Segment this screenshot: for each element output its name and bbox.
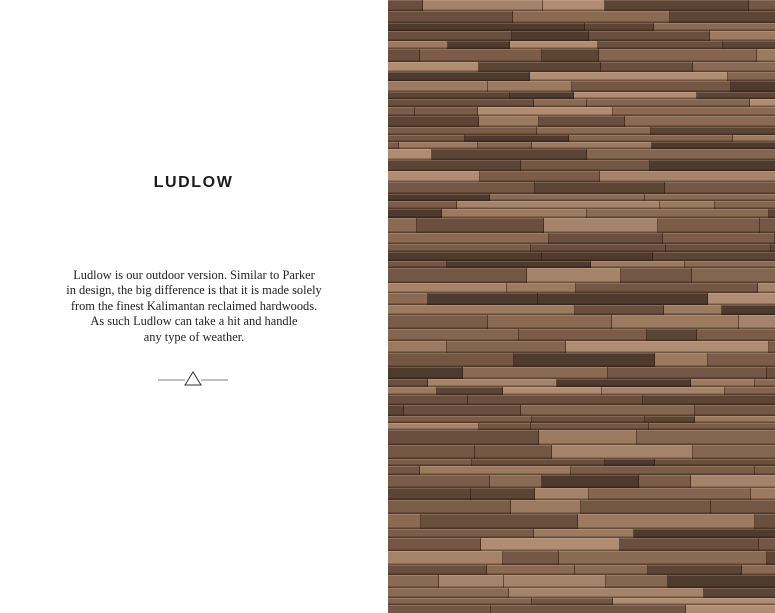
product-description — [58, 268, 330, 345]
description-line: As such Ludlow can take a hit and handle — [90, 314, 298, 329]
product-title: LUDLOW — [153, 174, 234, 191]
triangle-divider — [158, 370, 228, 388]
description-line: any type of weather. — [143, 329, 245, 344]
triangle-outline-icon — [158, 370, 228, 388]
product-info-panel — [0, 0, 387, 613]
wood-texture-image — [388, 0, 775, 613]
reclaimed-wood-wall-image — [388, 0, 775, 613]
description-line: in design, the big difference is that it is made solely — [66, 283, 322, 298]
description-line: Ludlow is our outdoor version. Similar to Parker — [73, 268, 315, 282]
description-line: from the finest Kalimantan reclaimed hardwoods. — [70, 298, 318, 313]
